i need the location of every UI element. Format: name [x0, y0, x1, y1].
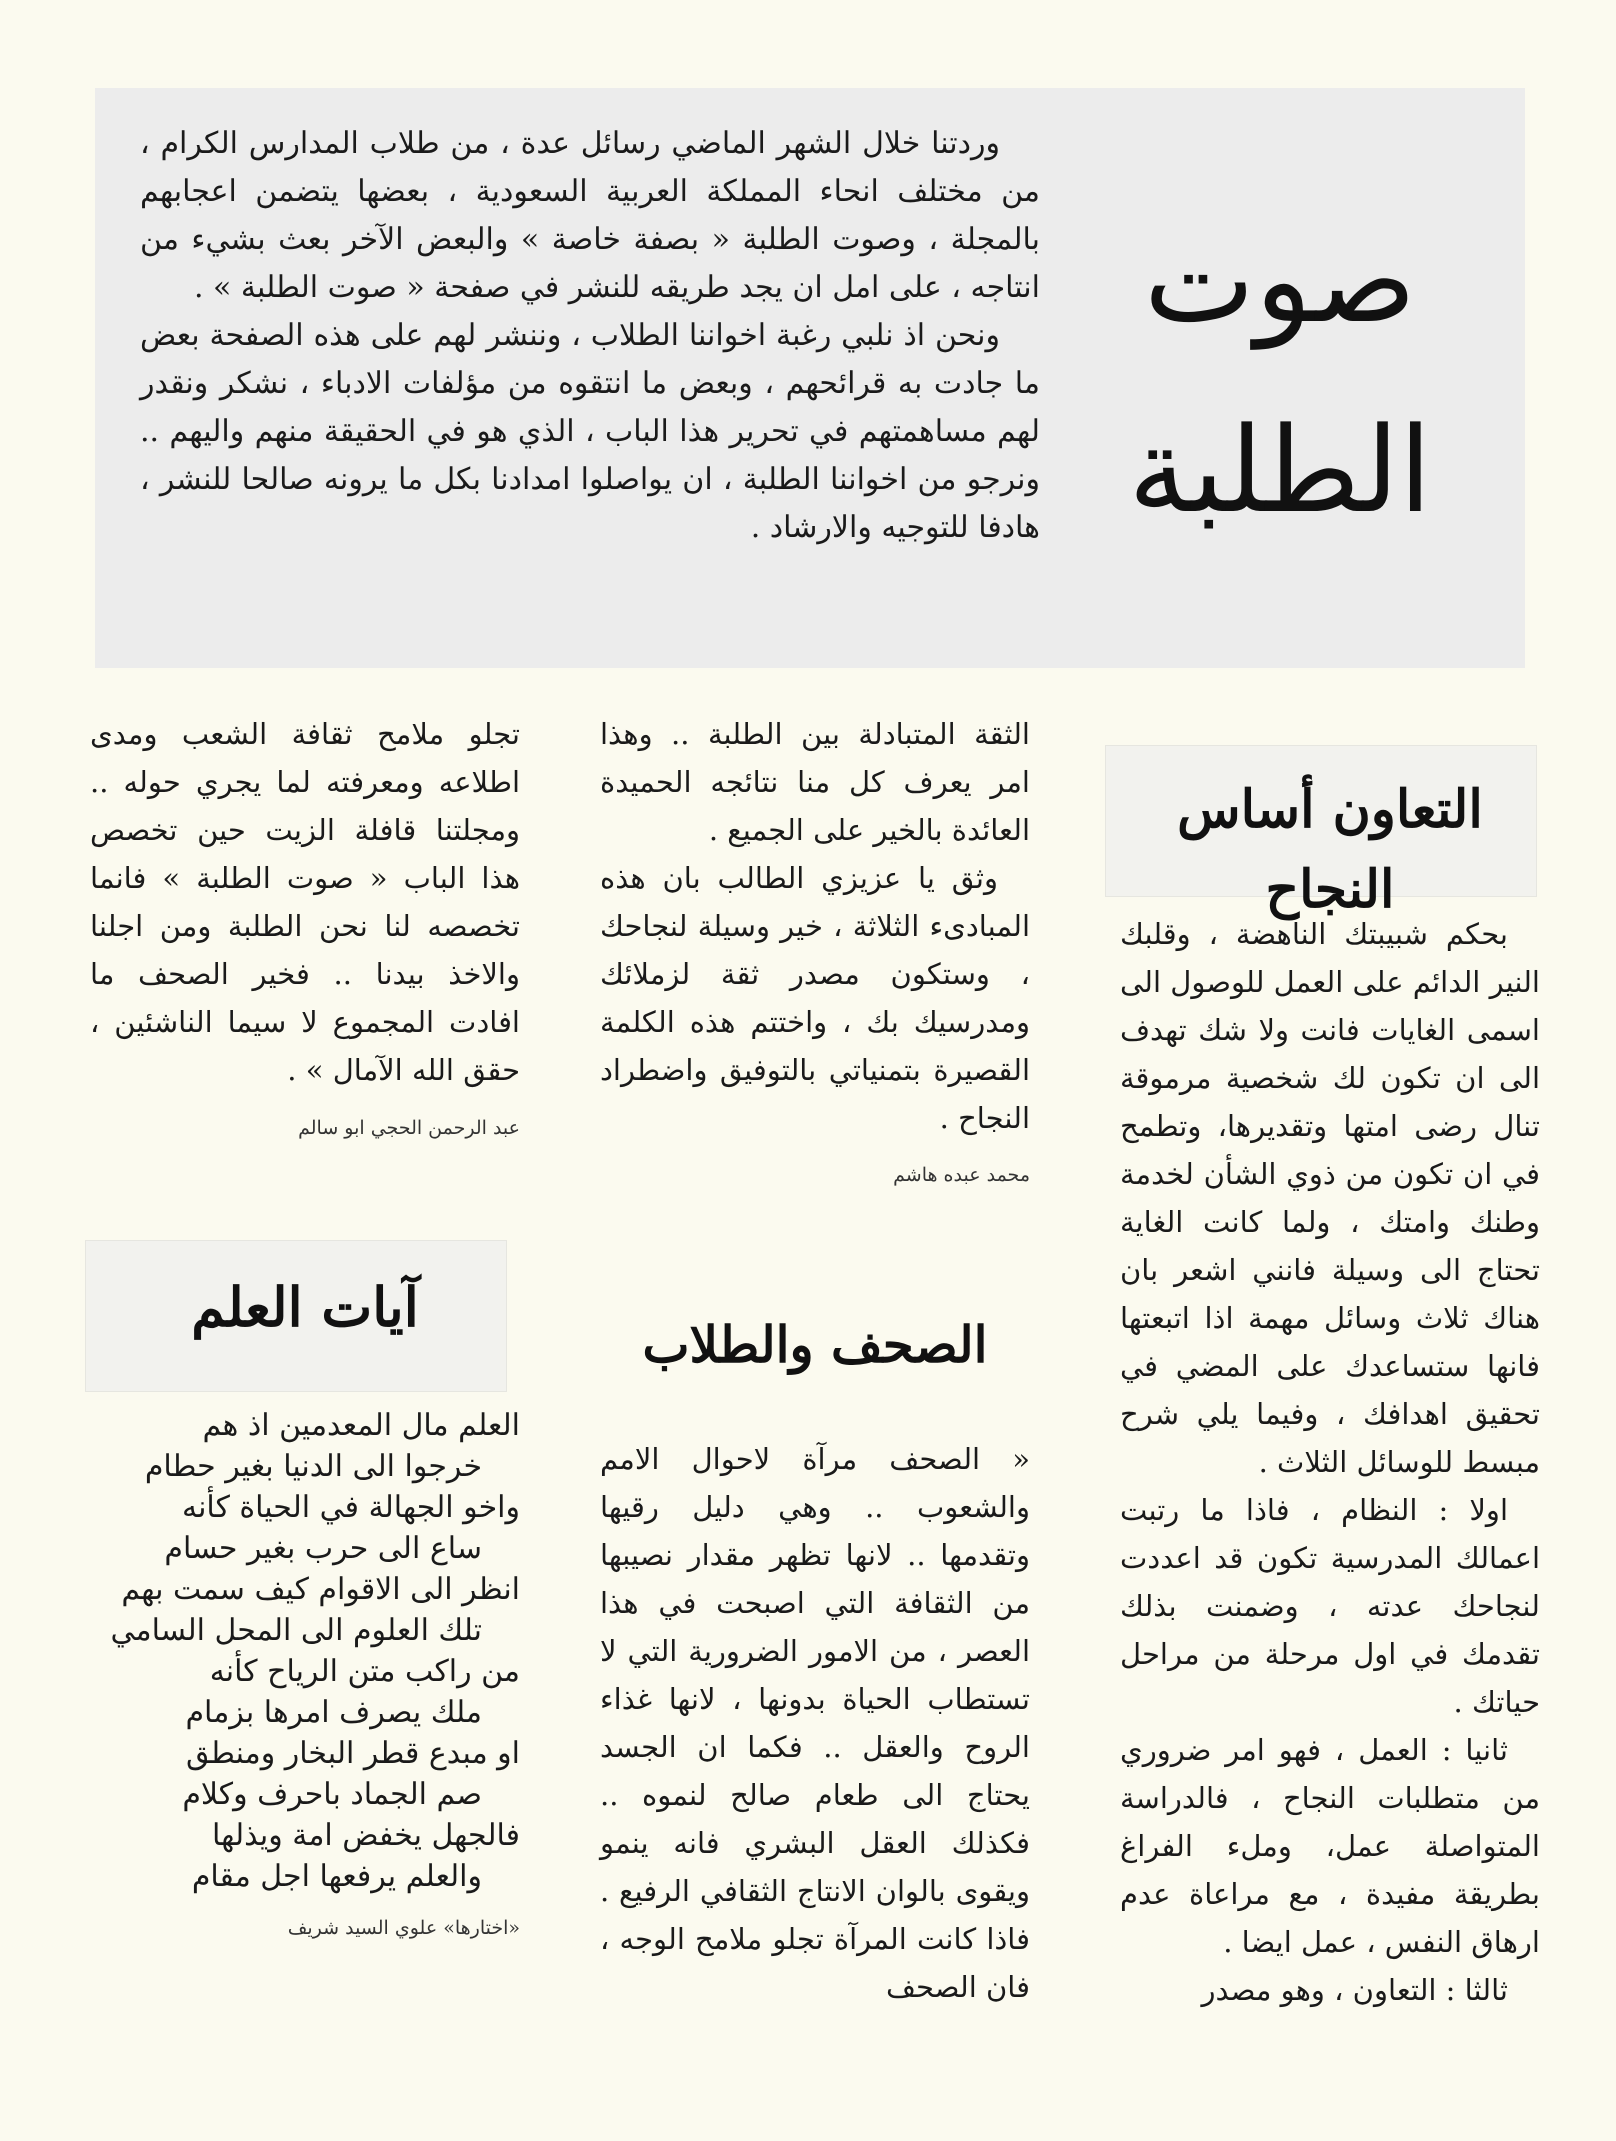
poem-line: من راكب متن الرياح كأنه: [209, 1654, 520, 1689]
article-paragraph: ثانيا : العمل ، فهو امر ضروري من متطلبات النجاح ، فالدراسة المتواصلة عمل، وملء الفراغ بطريقة مفيدة ، مع مراعاة عدم ارهاق النفس ، عمل ايضا .: [1120, 1733, 1540, 1959]
poem-title: آيات العلم: [191, 1275, 419, 1339]
intro-text: [140, 120, 1040, 552]
masthead-word-2: الطلبة: [1128, 401, 1432, 539]
article-paragraph: وثق يا عزيزي الطالب بان هذه المبادىء الثلاثة ، خير وسيلة لنجاحك ، وستكون مصدر ثقة لزملائك ومدرسيك بك ، واختتم هذه الكلمة القصيرة بتمنياتي بالتوفيق واضطراد النجاح .: [600, 861, 1030, 1135]
section-masthead: [1090, 185, 1470, 605]
poem-line: ملك يصرف امرها بزمام: [185, 1695, 482, 1730]
poem-line: انظر الى الاقوام كيف سمت بهم: [121, 1572, 520, 1607]
press-body: [600, 1435, 1030, 2011]
poem-line: العلم مال المعدمين اذ هم: [202, 1408, 520, 1443]
press-continuation: [90, 710, 520, 1094]
poem-line: تلك العلوم الى المحل السامي: [110, 1613, 482, 1648]
cooperation-title: التعاون أساس النجاح: [1177, 779, 1483, 920]
poem-credit: «اختارها» علوي السيد شريف: [287, 1917, 520, 1939]
poem-line: او مبدع قطر البخار ومنطق: [186, 1736, 520, 1771]
article-paragraph: الثقة المتبادلة بين الطلبة .. وهذا امر يعرف كل منا نتائجه الحميدة العائدة بالخير على الجميع .: [600, 717, 1030, 847]
article-paragraph: اولا : النظام ، فاذا ما رتبت اعمالك المدرسية تكون قد اعددت لنجاحك عدته ، وضمنت بذلك تقدمك في اول مرحلة من مراحل حياتك .: [1120, 1493, 1540, 1719]
cooperation-continuation: [600, 710, 1030, 1142]
article-paragraph: بحكم شبيبتك الناهضة ، وقلبك النير الدائم على العمل للوصول الى اسمى الغايات فانت ولا شك تهدف الى ان تكون لك شخصية مرموقة تنال رضى امتها وتقديرها، وتطمح في ان تكون من ذوي الشأن لخدمة وطنك وامتك ، ولما كانت الغاية تحتاج الى وسيلة فانني اشعر بان هناك ثلاث وسائل مهمة اذا اتبعتها فانها ستساعدك على المضي في تحقيق اهدافك ، وفيما يلي شرح مبسط للوسائل الثلاث .: [1120, 917, 1540, 1479]
poem-line: فالجهل يخفض امة ويذلها: [212, 1818, 520, 1853]
masthead-word-1: صوت: [1143, 211, 1417, 349]
poem-line: ساع الى حرب بغير حسام: [164, 1531, 482, 1566]
poem-line: خرجوا الى الدنيا بغير حطام: [144, 1449, 482, 1484]
press-title: الصحف والطلاب: [642, 1315, 988, 1374]
article-paragraph: « الصحف مرآة لاحوال الامم والشعوب .. وهي دليل رقيها وتقدمها .. لانها تظهر مقدار نصيبها من الثقافة التي اصبحت في هذا العصر ، من الامور الضرورية التي لا تستطاب الحياة بدونها ، لانها غذاء الروح والعقل .. فكما ان الجسد يحتاج الى طعام صالح لنموه .. فكذلك العقل البشري فانه ينمو ويقوى بالوان الانتاج الثقافي الرفيع . فاذا كانت المرآة تجلو ملامح الوجه ، فان الصحف: [600, 1442, 1030, 2004]
author-signature: عبد الرحمن الحجي ابو سالم: [298, 1117, 520, 1139]
poem-line: واخو الجهالة في الحياة كأنه: [182, 1490, 520, 1525]
poem-line: صم الجماد باحرف وكلام: [182, 1777, 482, 1812]
author-signature: محمد عبده هاشم: [893, 1164, 1030, 1186]
cooperation-body: [1120, 910, 1540, 2014]
article-paragraph: ثالثا : التعاون ، وهو مصدر: [1201, 1973, 1508, 2007]
poem-line: والعلم يرفعها اجل مقام: [191, 1859, 482, 1894]
poem-body: [90, 1405, 520, 1897]
article-paragraph: تجلو ملامح ثقافة الشعب ومدى اطلاعه ومعرفته لما يجري حوله .. ومجلتنا قافلة الزيت حين تخصص هذا الباب « صوت الطلبة » فانما تخصصه لنا نحن الطلبة ومن اجلنا والاخذ بيدنا .. فخير الصحف ما افادت المجموع لا سيما الناشئين ، حقق الله الآمال » .: [90, 717, 520, 1087]
intro-paragraph: ونحن اذ نلبي رغبة اخواننا الطلاب ، وننشر لهم على هذه الصفحة بعض ما جادت به قرائحهم ، وبعض ما انتقوه من مؤلفات الادباء ، نشكر ونقدر لهم مساهمتهم في تحرير هذا الباب ، الذي هو في الحقيقة منهم واليهم .. ونرجو من اخواننا الطلبة ، ان يواصلوا امدادنا بكل ما يرونه صالحا للنشر ، هادفا للتوجيه والارشاد .: [140, 318, 1040, 545]
intro-paragraph: وردتنا خلال الشهر الماضي رسائل عدة ، من طلاب المدارس الكرام ، من مختلف انحاء المملكة العربية السعودية ، بعضها يتضمن اعجابهم بالمجلة ، وصوت الطلبة « بصفة خاصة » والبعض الآخر بعث بشيء من انتاجه ، على امل ان يجد طريقه للنشر في صفحة « صوت الطلبة » .: [140, 126, 1040, 305]
